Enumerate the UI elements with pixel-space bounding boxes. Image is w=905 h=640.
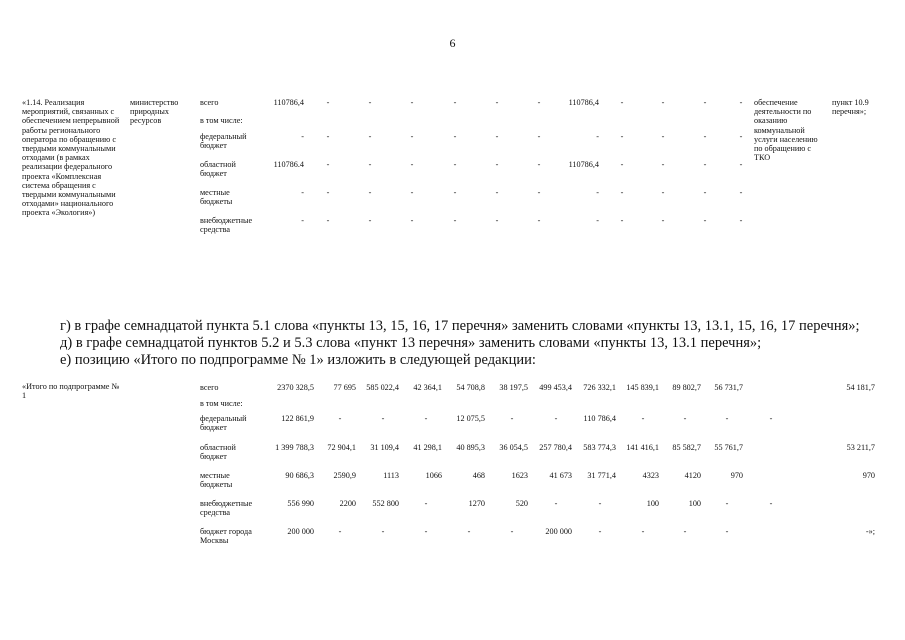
table-cell: 40 895,3 [456,443,485,452]
table-cell: - [537,98,541,107]
table-cell: - [381,527,385,536]
table-cell: 110786,4 [568,98,599,107]
table-cell: - [453,188,457,197]
table-cell: - [739,216,743,225]
table-cell: - [424,414,428,423]
table-cell: 556 990 [287,499,314,508]
table-cell: 89 802,7 [672,383,701,392]
table-cell: - [510,527,514,536]
table-cell: - [598,499,602,508]
table-cell: - [326,98,330,107]
table-cell: - [326,132,330,141]
table-cell: - [301,132,304,141]
table-cell: - [368,160,372,169]
paragraph-d: д) в графе семнадцатой пунктов 5.2 и 5.3 слова «пункт 13 перечня» заменить словами «пункты 13, 13.1 перечня»; [60,335,762,351]
table-cell: - [739,132,743,141]
row-label: всего [200,383,219,392]
table-cell: 54 708,8 [456,383,485,392]
row-label: местные бюджеты [200,471,233,490]
table-cell: - [338,414,342,423]
table-cell: 970 [730,471,743,480]
table-cell: - [641,414,645,423]
table-cell: - [537,160,541,169]
table-cell: - [596,132,599,141]
table-cell: 520 [515,499,528,508]
table-cell: 85 582,7 [672,443,701,452]
table-cell: - [620,98,624,107]
table-cell: - [495,132,499,141]
table-cell: - [661,188,665,197]
table-cell: - [725,414,729,423]
table-cell: - [620,132,624,141]
table-cell: 583 774,3 [583,443,616,452]
table-cell: 1 399 788,3 [275,443,314,452]
table-cell: 110786,4 [273,98,304,107]
table-cell: - [620,188,624,197]
row-label: в том числе: [200,399,243,408]
table-cell: - [326,188,330,197]
table-cell: - [703,132,707,141]
table-cell: 726 332,1 [583,383,616,392]
table-cell: - [368,98,372,107]
table-cell: - [467,527,471,536]
paragraph-g: г) в графе семнадцатой пункта 5.1 слова «пункты 13, 15, 16, 17 перечня» заменить словами «пункты 13, 13.1, 15, 16, 17 перечня»; [60,318,860,334]
row-label: областной бюджет [200,443,236,462]
table-cell: - [510,414,514,423]
table-cell: - [381,414,385,423]
table-cell: - [326,160,330,169]
table-cell: - [424,499,428,508]
table-cell: 200 000 [287,527,314,536]
page-number: 6 [449,36,456,50]
table-cell: 1270 [468,499,485,508]
table-cell: - [703,188,707,197]
table-cell: - [554,414,558,423]
table-cell: 499 453,4 [539,383,572,392]
item-description: «1.14. Реализация мероприятий, связанных с обеспечением непрерывной работы регионального оператора по обращению с твердыми коммунальными отходами (в рамках реализации федерального проекта «Комплексная система обращения с твердыми коммунальными отходами» национального проекта «Экология») [22,98,120,218]
table-cell: - [620,160,624,169]
reference: пункт 10.9 перечня»; [832,98,869,117]
table-cell: - [596,188,599,197]
table-cell: 141 416,1 [626,443,659,452]
table-cell: - [661,160,665,169]
table-cell: - [596,216,599,225]
table-cell: 12 075,5 [456,414,485,423]
table-cell: - [368,216,372,225]
paragraph-e: е) позицию «Итого по подпрограмме № 1» изложить в следующей редакции: [60,352,536,368]
row-label: в том числе: [200,116,243,125]
table-cell: 90 686,3 [285,471,314,480]
item-description: «Итого по подпрограмме № 1 [22,382,120,401]
table-cell: - [537,188,541,197]
table-cell: - [641,527,645,536]
table-cell: - [725,527,729,536]
executor: министерство природных ресурсов [130,98,179,126]
table-cell: - [410,132,414,141]
table-cell: 110786.4 [273,160,304,169]
row-label: федеральный бюджет [200,414,247,433]
table-cell: - [703,98,707,107]
table-cell: - [453,160,457,169]
table-cell: 1066 [425,471,442,480]
table-cell: - [338,527,342,536]
table-cell: - [661,132,665,141]
table-cell: - [537,132,541,141]
table-cell: - [703,160,707,169]
table-cell: 56 731,7 [714,383,743,392]
row-label: всего [200,98,219,107]
table-cell: 257 780,4 [539,443,572,452]
expected-result: обеспечение деятельности по оказанию коммунальной услуги населению по обращению с ТКО [754,98,818,163]
table-cell: 55 761,7 [714,443,743,452]
table-cell: 1113 [383,471,399,480]
table-cell: 110 786,4 [583,414,616,423]
table-cell: 2370 328,5 [277,383,314,392]
table-cell: 585 022,4 [366,383,399,392]
table-cell: - [769,414,773,423]
table-cell: -»; [865,527,875,536]
table-cell: - [537,216,541,225]
table-cell: 2590,9 [333,471,356,480]
table-cell: - [495,160,499,169]
table-cell: 4120 [684,471,701,480]
table-cell: - [554,499,558,508]
table-cell: 122 861,9 [281,414,314,423]
table-cell: - [453,132,457,141]
table-cell: - [661,98,665,107]
table-cell: - [703,216,707,225]
table-cell: 31 771,4 [587,471,616,480]
table-cell: 468 [472,471,485,480]
table-cell: - [495,188,499,197]
table-cell: - [598,527,602,536]
table-cell: - [661,216,665,225]
table-cell: 100 [688,499,701,508]
table-cell: 2200 [339,499,356,508]
table-cell: - [495,216,499,225]
row-label: бюджет города Москвы [200,527,252,546]
table-cell: - [410,160,414,169]
table-cell: 970 [862,471,875,480]
table-cell: 41 298,1 [413,443,442,452]
row-label: федеральный бюджет [200,132,247,151]
row-label: внебюджетные средства [200,216,253,235]
table-cell: - [739,188,743,197]
table-cell: 100 [646,499,659,508]
table-cell: 54 181,7 [846,383,875,392]
table-cell: - [495,98,499,107]
table-cell: - [368,188,372,197]
table-cell: - [301,216,304,225]
table-cell: - [410,188,414,197]
table-cell: 552 800 [372,499,399,508]
table-cell: 41 673 [549,471,572,480]
table-cell: - [453,216,457,225]
table-cell: - [424,527,428,536]
table-cell: 38 197,5 [499,383,528,392]
table-cell: 145 839,1 [626,383,659,392]
table-cell: - [326,216,330,225]
table-cell: 1623 [511,471,528,480]
table-cell: 42 364,1 [413,383,442,392]
table-cell: - [410,98,414,107]
table-cell: - [620,216,624,225]
row-label: внебюджетные средства [200,499,253,518]
table-cell: - [683,527,687,536]
table-cell: 36 054,5 [499,443,528,452]
row-label: областной бюджет [200,160,236,179]
table-cell: 72 904,1 [327,443,356,452]
table-cell: - [769,499,773,508]
table-cell: 31 109,4 [370,443,399,452]
table-cell: - [301,188,304,197]
table-cell: - [410,216,414,225]
table-cell: - [725,499,729,508]
table-cell: - [683,414,687,423]
table-cell: - [453,98,457,107]
row-label: местные бюджеты [200,188,233,207]
table-cell: - [739,160,743,169]
table-cell: 53 211,7 [846,443,875,452]
table-cell: 110786,4 [568,160,599,169]
table-cell: 77 695 [333,383,356,392]
table-cell: - [739,98,743,107]
table-cell: 4323 [642,471,659,480]
table-cell: - [368,132,372,141]
table-cell: 200 000 [545,527,572,536]
